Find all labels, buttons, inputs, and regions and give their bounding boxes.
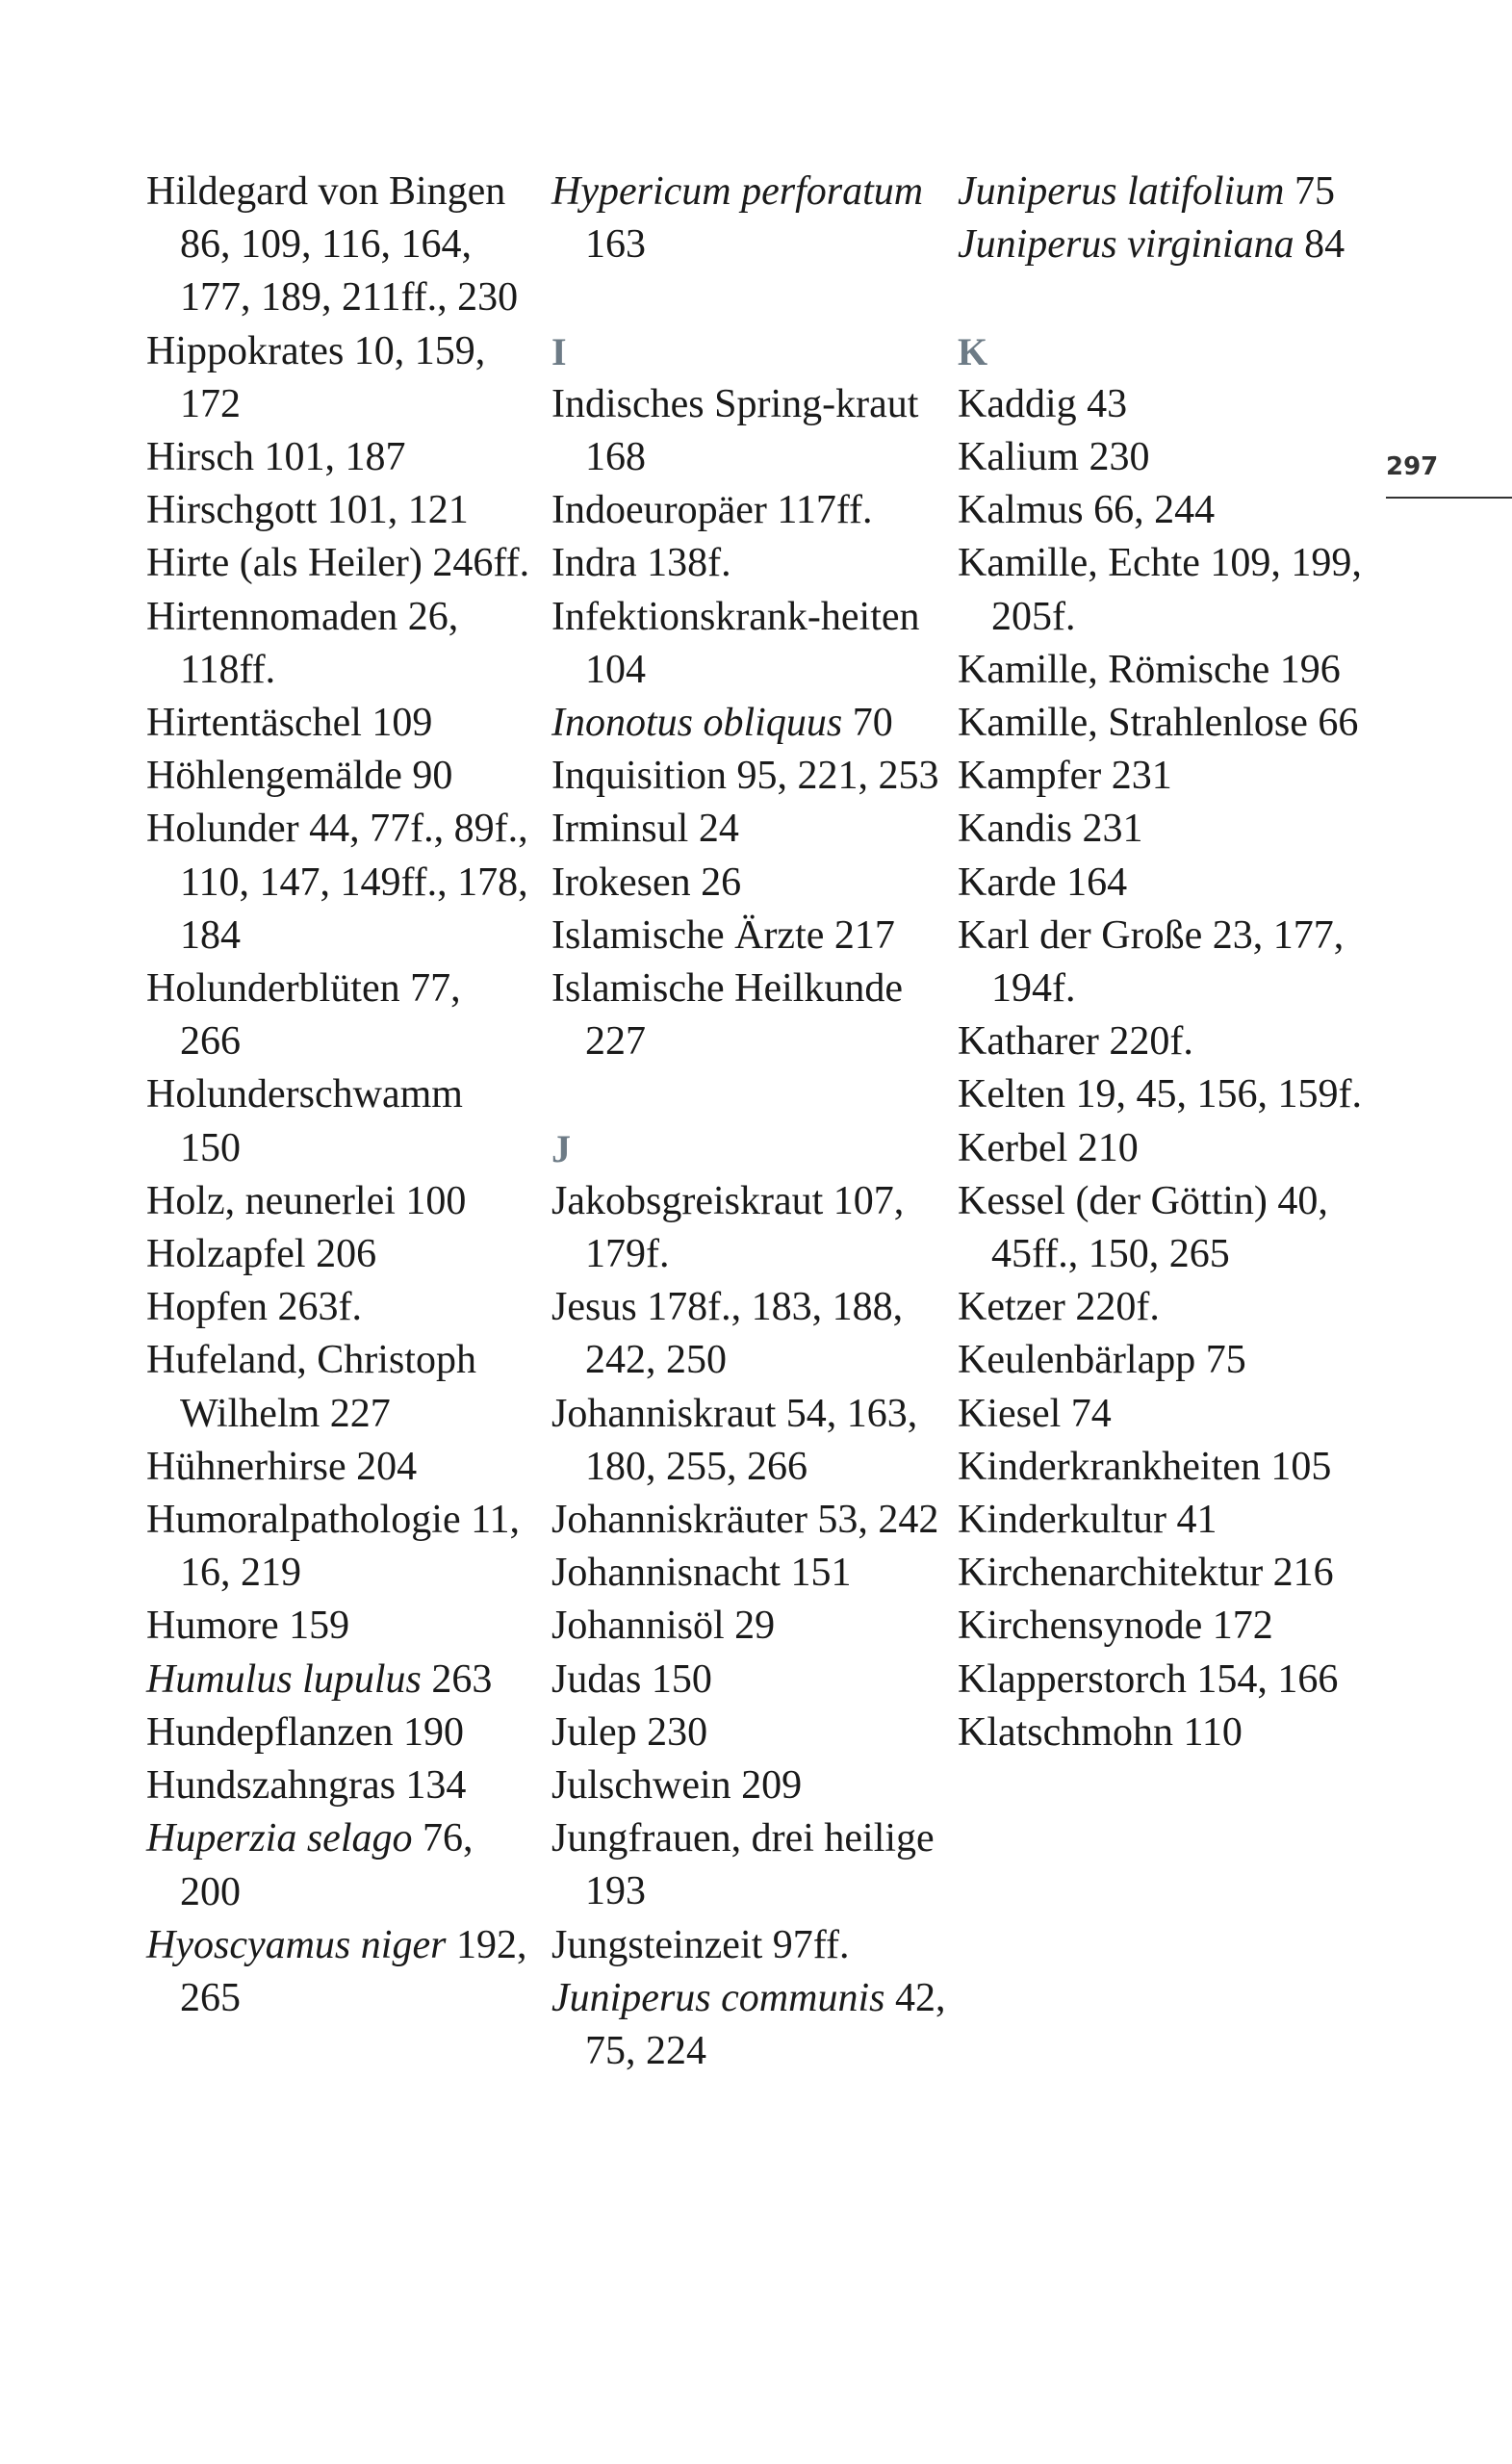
index-entry: [146, 1228, 531, 1281]
index-entry-term-italic: Humulus lupulus: [146, 1656, 422, 1702]
index-entry: [958, 1654, 1362, 1707]
index-entry-text: Holunderschwamm 150: [146, 1072, 463, 1170]
index-entry: [551, 537, 946, 590]
index-entry: [958, 218, 1362, 271]
index-entry-text: Hundszahngras 134: [146, 1763, 467, 1809]
index-entry: [958, 1015, 1362, 1068]
index-entry-text: Hundepflanzen 190: [146, 1709, 465, 1755]
section-gap: [551, 271, 946, 324]
index-entry: [146, 1494, 531, 1600]
index-entry-text: Johanniskraut 54, 163, 180, 255, 266: [551, 1391, 918, 1489]
index-entry-text: 84: [1294, 222, 1345, 268]
index-entry-text: Hirtentäschel 109: [146, 701, 433, 746]
index-entry-text: Klapperstorch 154, 166: [958, 1656, 1339, 1702]
index-entry: [551, 1494, 946, 1547]
index-entry: [146, 1654, 531, 1707]
index-entry: [958, 1068, 1362, 1121]
index-entry: [958, 484, 1362, 537]
index-entry: [958, 537, 1362, 643]
index-entry-term-italic: Inonotus obliquus: [551, 701, 843, 746]
index-entry-term-italic: Hypericum perforatum: [551, 169, 924, 214]
index-entry-text: Judas 150: [551, 1656, 712, 1702]
section-gap: [551, 1068, 946, 1121]
index-entry-text: Kandis 231: [958, 807, 1143, 852]
index-entry: [146, 803, 531, 962]
index-entry-text: Karl der Große 23, 177, 194f.: [958, 912, 1345, 1012]
index-entry-text: Hopfen 263f.: [146, 1285, 362, 1330]
index-entry: [551, 803, 946, 856]
index-entry: [551, 484, 946, 537]
index-entry: [958, 431, 1362, 484]
index-entry: [146, 166, 531, 325]
index-entry: [551, 1547, 946, 1600]
index-entry: [146, 1068, 531, 1174]
index-entry-text: Islamische Heilkunde 227: [551, 966, 904, 1065]
index-entry-text: Jakobsgreiskraut 107, 179f.: [551, 1178, 905, 1277]
index-entry: [551, 1972, 946, 2078]
index-entry-text: Holz, neunerlei 100: [146, 1178, 467, 1223]
index-entry-text: Indoeuropäer 117ff.: [551, 488, 873, 533]
index-entry: [146, 697, 531, 750]
index-entry-text: Johanniskräuter 53, 242: [551, 1498, 939, 1543]
index-entry-text: Inquisition 95, 221, 253: [551, 754, 939, 799]
index-entry-text: Irokesen 26: [551, 860, 742, 905]
index-entry-term-italic: Juniperus communis: [551, 1975, 885, 2020]
index-entry-text: 42, 75, 224: [585, 1975, 946, 2074]
index-entry-text: Hirsch 101, 187: [146, 435, 406, 480]
index-entry: [146, 1600, 531, 1653]
index-entry: [551, 591, 946, 697]
index-entry: [146, 750, 531, 803]
index-entry-term-italic: Huperzia selago: [146, 1816, 413, 1861]
index-entry-text: Islamische Ärzte 217: [551, 912, 895, 958]
index-entry: [958, 1494, 1362, 1547]
index-entry-text: Höhlengemälde 90: [146, 754, 453, 799]
index-entry: [958, 166, 1362, 218]
index-entry: [551, 1600, 946, 1653]
index-entry: [551, 378, 946, 484]
index-entry-term-italic: Juniperus virginiana: [958, 222, 1294, 268]
index-entry-text: Julep 230: [551, 1709, 708, 1755]
index-entry-text: Infektionskrank-heiten 104: [551, 594, 920, 692]
index-column-1: [146, 166, 531, 2025]
index-entry-text: Kampfer 231: [958, 754, 1172, 799]
index-entry-text: Kirchensynode 172: [958, 1604, 1273, 1649]
index-entry: [958, 1334, 1362, 1387]
index-entry-text: Holzapfel 206: [146, 1232, 377, 1277]
index-entry-text: Irminsul 24: [551, 807, 739, 852]
index-entry: [146, 431, 531, 484]
index-entry: [146, 537, 531, 590]
index-entry-text: Hippokrates 10, 159, 172: [146, 328, 486, 426]
index-entry-text: Hirtennomaden 26, 118ff.: [146, 594, 459, 692]
index-entry: [958, 1175, 1362, 1281]
index-entry: [551, 1175, 946, 1281]
index-entry: [146, 1175, 531, 1228]
index-entry: [551, 1812, 946, 1918]
index-entry: [551, 857, 946, 910]
index-entry-text: Kinderkultur 41: [958, 1498, 1217, 1543]
index-entry: [551, 750, 946, 803]
index-entry-text: Humoralpathologie 11, 16, 219: [146, 1498, 521, 1596]
index-entry: [551, 910, 946, 962]
index-entry-term-italic: Hyoscyamus niger: [146, 1922, 447, 1967]
index-entry: [146, 1707, 531, 1759]
index-entry: [146, 1759, 531, 1812]
index-column-3: [958, 166, 1362, 1759]
index-entry: [146, 1441, 531, 1494]
page-number-rule: [1386, 497, 1512, 499]
index-entry-text: Ketzer 220f.: [958, 1285, 1160, 1330]
index-column-2: [551, 166, 946, 2078]
index-entry-text: Kirchenarchitektur 216: [958, 1551, 1334, 1596]
index-entry-text: 263: [421, 1656, 493, 1702]
index-entry-text: Jungfrauen, drei heilige 193: [551, 1816, 935, 1914]
index-entry-text: Hirschgott 101, 121: [146, 488, 469, 533]
index-entry: [551, 962, 946, 1068]
index-entry-text: Kessel (der Göttin) 40, 45ff., 150, 265: [958, 1178, 1328, 1277]
index-letter-heading: I: [551, 329, 567, 373]
index-entry-text: 75: [1284, 169, 1335, 214]
index-entry: [958, 1388, 1362, 1441]
index-entry: [146, 1334, 531, 1440]
index-entry: [146, 484, 531, 537]
index-entry: [146, 1812, 531, 1918]
index-letter-heading: J: [551, 1126, 571, 1170]
index-entry-text: Indisches Spring-kraut 168: [551, 381, 919, 479]
index-entry: [551, 1707, 946, 1759]
index-entry: [551, 1759, 946, 1812]
index-entry-text: 163: [585, 222, 646, 268]
index-letter-heading: K: [958, 329, 988, 373]
index-entry-text: Kinderkrankheiten 105: [958, 1444, 1332, 1489]
index-entry-text: Hildegard von Bingen 86, 109, 116, 164, 177, 189, 211ff., 230: [146, 169, 519, 321]
index-entry: [958, 1122, 1362, 1175]
index-entry: [958, 1281, 1362, 1334]
index-entry-text: Humore 159: [146, 1604, 350, 1649]
index-entry-text: Holunder 44, 77f., 89f., 110, 147, 149ff., 178, 184: [146, 807, 528, 958]
index-entry: [958, 803, 1362, 856]
index-entry-term-italic: Juniperus latifolium: [958, 169, 1285, 214]
index-entry-text: Hirte (als Heiler) 246ff.: [146, 541, 530, 586]
index-entry-text: Kaddig 43: [958, 381, 1128, 426]
index-entry-text: Karde 164: [958, 860, 1128, 905]
index-entry: [146, 1281, 531, 1334]
index-entry-text: Johannisöl 29: [551, 1604, 776, 1649]
index-entry: [958, 644, 1362, 697]
index-entry-text: Hühnerhirse 204: [146, 1444, 418, 1489]
index-entry-text: Hufeland, Christoph Wilhelm 227: [146, 1338, 476, 1436]
section-gap: [958, 271, 1362, 324]
index-entry-text: Indra 138f.: [551, 541, 731, 586]
index-entry: [958, 910, 1362, 1015]
index-entry: [551, 1281, 946, 1387]
index-entry-text: Julschwein 209: [551, 1763, 803, 1809]
index-entry-text: Kiesel 74: [958, 1391, 1112, 1436]
index-entry: [958, 750, 1362, 803]
index-entry: [146, 1919, 531, 2025]
index-entry: [551, 697, 946, 750]
index-entry: [551, 1654, 946, 1707]
index-entry: [958, 857, 1362, 910]
index-entry-text: Katharer 220f.: [958, 1019, 1193, 1065]
index-entry-text: 70: [842, 701, 893, 746]
index-entry-text: 192, 265: [180, 1922, 527, 2020]
index-entry: [958, 697, 1362, 750]
index-entry-text: Kamille, Echte 109, 199, 205f.: [958, 541, 1362, 639]
index-entry-text: Kalium 230: [958, 435, 1150, 479]
index-entry: [146, 962, 531, 1068]
index-entry-text: Klatschmohn 110: [958, 1709, 1243, 1755]
index-entry-text: Holunderblüten 77, 266: [146, 966, 461, 1065]
index-entry: [551, 1919, 946, 1972]
index-entry-text: Jungsteinzeit 97ff.: [551, 1922, 850, 1967]
index-entry-text: Kelten 19, 45, 156, 159f.: [958, 1072, 1362, 1117]
index-entry: [958, 1600, 1362, 1653]
index-entry-text: Keulenbärlapp 75: [958, 1338, 1246, 1383]
index-entry-text: Kerbel 210: [958, 1125, 1139, 1170]
index-entry: [146, 591, 531, 697]
index-entry: [958, 378, 1362, 431]
index-entry-text: Johannisnacht 151: [551, 1551, 852, 1596]
index-entry-text: Kamille, Römische 196: [958, 647, 1341, 692]
index-entry-text: Kalmus 66, 244: [958, 488, 1216, 533]
index-entry: [958, 1707, 1362, 1759]
index-entry-text: 76, 200: [180, 1816, 474, 1914]
index-entry: [958, 1441, 1362, 1494]
page-number: 297: [1386, 452, 1439, 481]
index-entry-text: Jesus 178f., 183, 188, 242, 250: [551, 1285, 904, 1383]
index-entry: [958, 1547, 1362, 1600]
index-entry: [551, 1388, 946, 1494]
index-entry: [146, 325, 531, 431]
index-entry: [551, 166, 946, 271]
index-entry-text: Kamille, Strahlenlose 66: [958, 701, 1359, 746]
